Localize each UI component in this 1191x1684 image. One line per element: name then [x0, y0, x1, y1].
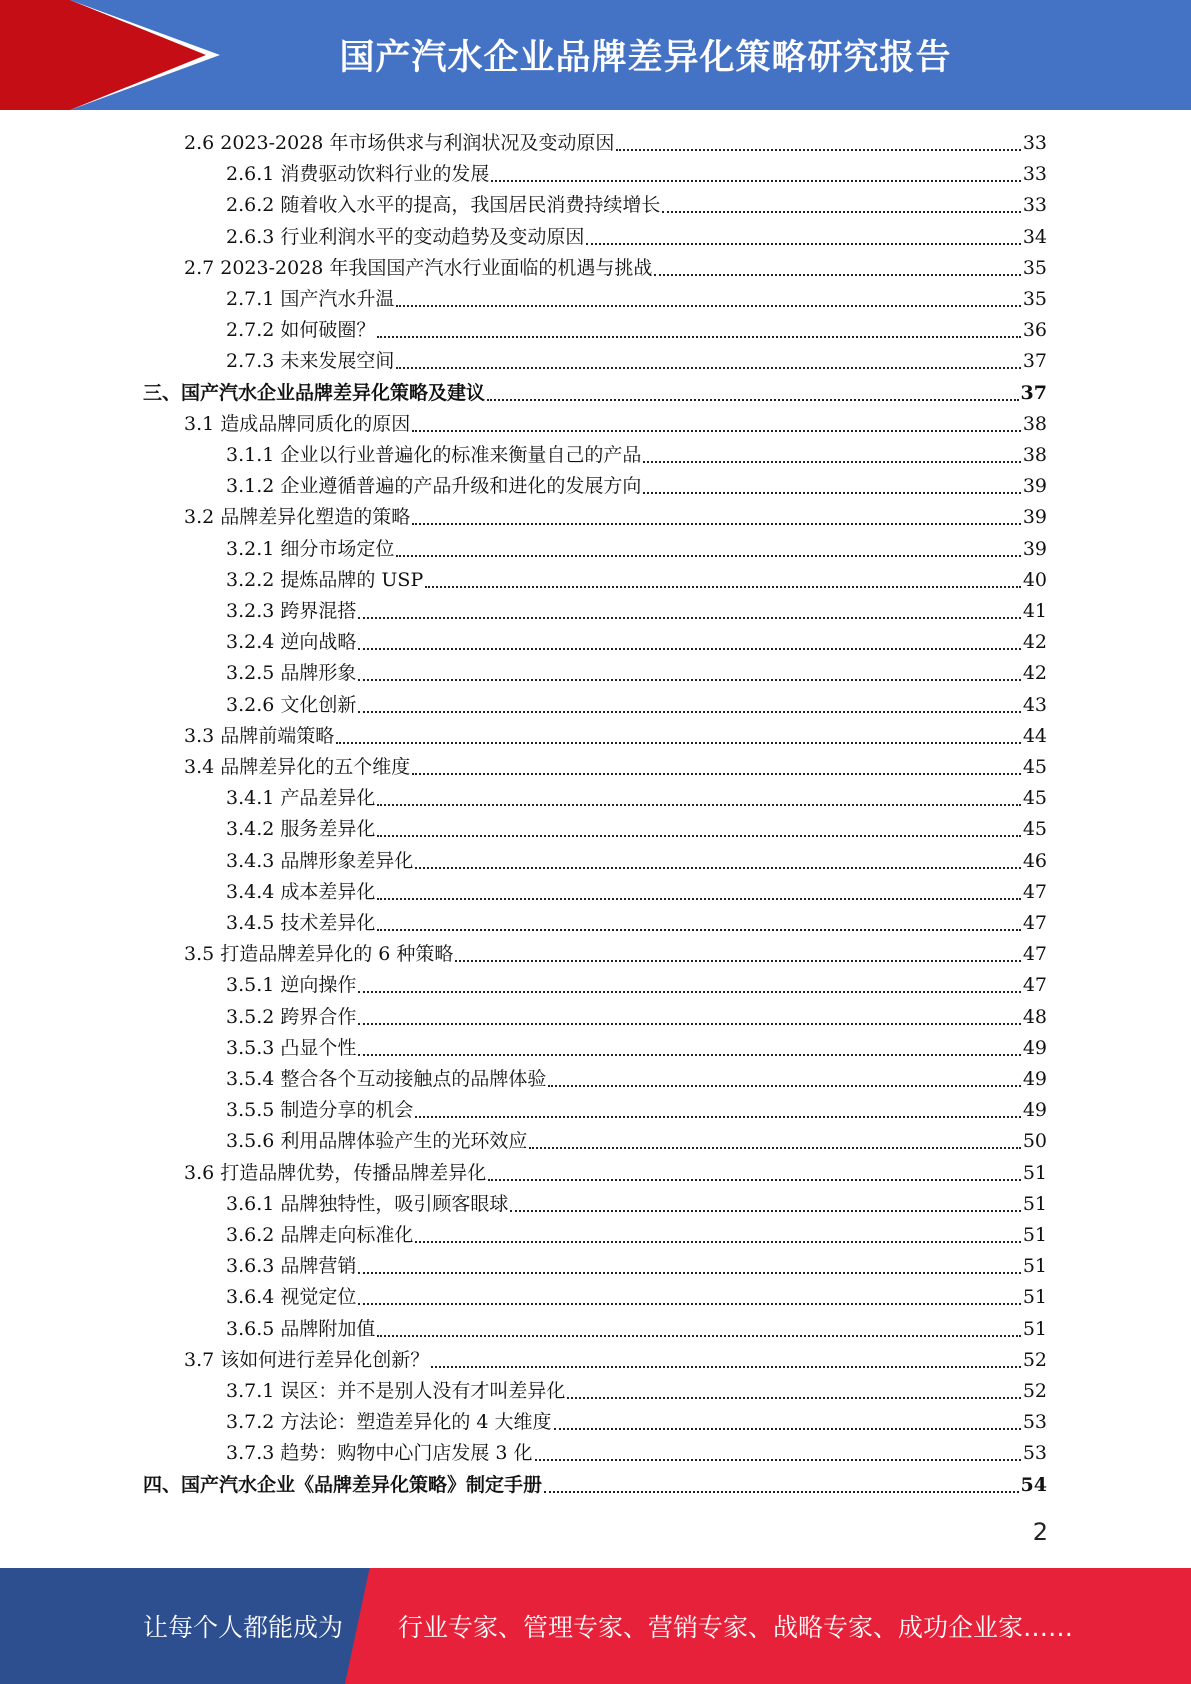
toc-entry-label: 3.7.1 误区：并不是别人没有才叫差异化: [226, 1380, 566, 1402]
toc-dot-leader: [654, 274, 1020, 276]
toc-entry[interactable]: [226, 814, 1047, 845]
toc-entry-label: 3.2.2 提炼品牌的 USP: [226, 568, 424, 591]
toc-entry[interactable]: [226, 534, 1047, 565]
footer-slogan-right: 行业专家、管理专家、营销专家、战略专家、成功企业家……: [398, 1613, 1074, 1642]
toc-entry-page: 51: [1022, 1317, 1047, 1340]
page-header: [0, 0, 1191, 110]
toc-entry-label: 2.6.2 随着收入水平的提高，我国居民消费持续增长: [226, 194, 661, 217]
header-red-block: [0, 0, 70, 110]
toc-entry[interactable]: [226, 846, 1047, 877]
toc-entry-label: 四、国产汽水企业《品牌差异化策略》制定手册: [143, 1473, 543, 1496]
toc-dot-leader: [548, 1085, 1020, 1087]
toc-entry-page: 47: [1022, 880, 1047, 903]
toc-dot-leader: [415, 867, 1020, 869]
toc-entry-page: 44: [1022, 724, 1047, 747]
toc-entry-page: 47: [1022, 943, 1047, 966]
toc-entry[interactable]: [226, 1407, 1047, 1438]
toc-entry-label: 3.6.5 品牌附加值: [226, 1317, 376, 1340]
toc-entry[interactable]: [226, 1095, 1047, 1126]
toc-dot-leader: [358, 1303, 1020, 1305]
toc-entry-label: 3.7.3 趋势：购物中心门店发展 3 化: [226, 1442, 533, 1465]
toc-entry-page: 47: [1022, 974, 1047, 997]
toc-entry-label: 3.2.3 跨界混搭: [226, 600, 357, 622]
toc-entry-page: 45: [1022, 818, 1047, 841]
toc-entry-page: 42: [1022, 662, 1047, 685]
toc-dot-leader: [358, 1272, 1020, 1274]
toc-entry-label: 2.7 2023-2028 年我国国产汽水行业面临的机遇与挑战: [184, 256, 653, 279]
toc-entry-label: 3.5.2 跨界合作: [226, 1005, 357, 1028]
toc-dot-leader: [586, 243, 1020, 245]
toc-entry-label: 3.7 该如何进行差异化创新？: [184, 1348, 430, 1371]
toc-entry-label: 3.4.2 服务差异化: [226, 818, 376, 841]
toc-entry-page: 37: [1022, 350, 1047, 373]
toc-entry-page: 53: [1022, 1411, 1047, 1434]
toc-entry[interactable]: [226, 908, 1047, 939]
toc-entry-label: 3.5.5 制造分享的机会: [226, 1099, 414, 1122]
toc-entry-page: 45: [1022, 787, 1047, 810]
toc-entry-page: 39: [1022, 475, 1047, 498]
toc-entry-label: 3.2 品牌差异化塑造的策略: [184, 506, 411, 529]
toc-entry[interactable]: [184, 253, 1047, 284]
toc-entry[interactable]: [226, 1189, 1047, 1220]
toc-entry[interactable]: [226, 1002, 1047, 1033]
toc-entry-label: 3.5.4 整合各个互动接触点的品牌体验: [226, 1068, 547, 1090]
toc-entry-page: 51: [1022, 1192, 1047, 1215]
toc-entry-label: 3.1.2 企业遵循普遍的产品升级和进化的发展方向: [226, 475, 642, 498]
toc-entry[interactable]: [226, 877, 1047, 908]
toc-entry[interactable]: [226, 690, 1047, 721]
toc-entry-label: 3.4.1 产品差异化: [226, 787, 376, 810]
toc-dot-leader: [488, 1179, 1021, 1181]
toc-entry[interactable]: [226, 1438, 1047, 1469]
toc-entry[interactable]: [143, 378, 1047, 409]
toc-dot-leader: [358, 617, 1020, 619]
toc-entry-label: 3.4 品牌差异化的五个维度: [184, 756, 411, 778]
toc-entry[interactable]: [184, 721, 1047, 752]
toc-dot-leader: [377, 1335, 1020, 1337]
toc-entry-label: 2.7.3 未来发展空间: [226, 350, 395, 373]
toc-entry[interactable]: [226, 315, 1047, 346]
toc-entry-label: 3.2.6 文化创新: [226, 693, 357, 716]
toc-dot-leader: [425, 586, 1021, 588]
toc-entry[interactable]: [226, 565, 1047, 596]
toc-entry[interactable]: [226, 284, 1047, 315]
toc-entry-label: 3.5.3 凸显个性: [226, 1036, 357, 1059]
toc-entry-page: 54: [1020, 1473, 1047, 1496]
toc-entry-page: 48: [1022, 1005, 1047, 1028]
toc-dot-leader: [491, 180, 1020, 182]
toc-dot-leader: [377, 929, 1020, 931]
toc-entry-label: 3.6.2 品牌走向标准化: [226, 1224, 414, 1246]
toc-entry[interactable]: [184, 502, 1047, 533]
toc-entry[interactable]: [184, 1345, 1047, 1376]
toc-entry-label: 3.5.1 逆向操作: [226, 974, 357, 997]
toc-dot-leader: [554, 1428, 1021, 1430]
toc-dot-leader: [396, 305, 1020, 307]
toc-entry[interactable]: [226, 1376, 1047, 1407]
document-title: 国产汽水企业品牌差异化策略研究报告: [339, 38, 952, 78]
toc-dot-leader: [535, 1459, 1021, 1461]
toc-entry-page: 51: [1022, 1224, 1047, 1246]
toc-entry-page: 38: [1022, 412, 1047, 435]
toc-entry-label: 3.4.3 品牌形象差异化: [226, 849, 414, 872]
toc-entry-page: 33: [1022, 132, 1047, 154]
toc-dot-leader: [358, 1023, 1020, 1025]
toc-entry[interactable]: [226, 1033, 1047, 1064]
toc-entry-page: 42: [1022, 631, 1047, 654]
toc-dot-leader: [529, 1147, 1020, 1149]
toc-entry[interactable]: [226, 1314, 1047, 1345]
toc-entry[interactable]: [226, 1126, 1047, 1157]
toc-entry[interactable]: [226, 970, 1047, 1001]
toc-entry[interactable]: [226, 471, 1047, 502]
toc-dot-leader: [336, 742, 1021, 744]
toc-entry-page: 52: [1022, 1380, 1047, 1402]
toc-entry-page: 53: [1022, 1442, 1047, 1465]
toc-entry-label: 3.7.2 方法论：塑造差异化的 4 大维度: [226, 1411, 552, 1434]
toc-entry-page: 43: [1022, 693, 1047, 716]
toc-entry-label: 3.1 造成品牌同质化的原因: [184, 412, 411, 435]
toc-entry-label: 2.6.1 消费驱动饮料行业的发展: [226, 163, 490, 186]
toc-entry[interactable]: [226, 1220, 1047, 1251]
toc-dot-leader: [616, 149, 1020, 151]
toc-dot-leader: [412, 523, 1021, 525]
toc-entry-label: 3.1.1 企业以行业普遍化的标准来衡量自己的产品: [226, 444, 642, 466]
toc-entry[interactable]: [226, 1064, 1047, 1095]
toc-dot-leader: [377, 898, 1020, 900]
toc-entry-label: 3.6.1 品牌独特性，吸引顾客眼球: [226, 1192, 509, 1215]
toc-entry-label: 3.6.4 视觉定位: [226, 1286, 357, 1309]
toc-entry[interactable]: [184, 1158, 1047, 1189]
page-footer: [0, 1568, 1191, 1684]
toc-entry[interactable]: [226, 159, 1047, 190]
toc-entry-label: 3.2.4 逆向战略: [226, 631, 357, 654]
toc-entry[interactable]: [184, 939, 1047, 970]
toc-dot-leader: [358, 1054, 1020, 1056]
toc-entry-label: 三、国产汽水企业品牌差异化策略及建议: [143, 381, 486, 404]
toc-entry-page: 33: [1022, 163, 1047, 186]
toc-entry-page: 51: [1022, 1161, 1047, 1184]
toc-entry-page: 52: [1022, 1348, 1047, 1371]
toc-entry-page: 35: [1022, 288, 1047, 310]
toc-dot-leader: [431, 1366, 1021, 1368]
toc-entry-label: 3.4.4 成本差异化: [226, 880, 376, 903]
toc-entry-label: 3.5.6 利用品牌体验产生的光环效应: [226, 1130, 528, 1153]
toc-entry-label: 3.2.5 品牌形象: [226, 662, 357, 685]
toc-entry[interactable]: [143, 1470, 1047, 1501]
toc-dot-leader: [662, 211, 1020, 213]
toc-entry-label: 3.3 品牌前端策略: [184, 724, 335, 747]
toc-entry-page: 36: [1022, 319, 1047, 342]
toc-entry-page: 45: [1022, 756, 1047, 778]
toc-dot-leader: [412, 430, 1021, 432]
toc-dot-leader: [358, 679, 1020, 681]
toc-dot-leader: [358, 711, 1020, 713]
toc-dot-leader: [377, 835, 1020, 837]
toc-dot-leader: [412, 773, 1021, 775]
toc-entry-label: 2.7.2 如何破圈？: [226, 319, 376, 342]
toc-entry-page: 51: [1022, 1286, 1047, 1309]
toc-entry-page: 49: [1022, 1036, 1047, 1059]
page-number: 2: [1032, 1518, 1048, 1546]
toc-entry-page: 33: [1022, 194, 1047, 217]
toc-entry[interactable]: [226, 440, 1047, 471]
toc-entry[interactable]: [226, 596, 1047, 627]
toc-dot-leader: [377, 804, 1020, 806]
toc-entry[interactable]: [226, 1251, 1047, 1282]
toc-entry[interactable]: [184, 752, 1047, 783]
toc-entry-page: 50: [1022, 1130, 1047, 1153]
toc-entry-label: 3.4.5 技术差异化: [226, 912, 376, 934]
toc-entry-label: 3.6 打造品牌优势，传播品牌差异化: [184, 1161, 487, 1184]
toc-entry-label: 2.6 2023-2028 年市场供求与利润状况及变动原因: [184, 132, 615, 154]
toc-dot-leader: [415, 1241, 1020, 1243]
toc-entry-page: 37: [1020, 381, 1047, 404]
toc-entry[interactable]: [226, 1282, 1047, 1313]
toc-dot-leader: [567, 1397, 1020, 1399]
toc-entry-label: 3.6.3 品牌营销: [226, 1255, 357, 1278]
toc-entry-label: 2.7.1 国产汽水升温: [226, 288, 395, 310]
toc-dot-leader: [396, 555, 1020, 557]
toc-entry-page: 41: [1022, 600, 1047, 622]
toc-entry[interactable]: [184, 409, 1047, 440]
toc-entry[interactable]: [226, 658, 1047, 689]
toc-dot-leader: [358, 991, 1020, 993]
toc-dot-leader: [415, 1116, 1020, 1118]
toc-entry-page: 39: [1022, 537, 1047, 560]
toc-dot-leader: [544, 1491, 1019, 1493]
toc-entry[interactable]: [226, 222, 1047, 253]
toc-entry-page: 35: [1022, 256, 1047, 279]
toc-dot-leader: [487, 399, 1019, 401]
toc-dot-leader: [377, 336, 1020, 338]
toc-entry-page: 49: [1022, 1099, 1047, 1122]
toc-dot-leader: [455, 960, 1020, 962]
toc-entry-page: 40: [1022, 568, 1047, 591]
toc-entry-page: 51: [1022, 1255, 1047, 1278]
toc-entry-page: 38: [1022, 444, 1047, 466]
toc-entry-label: 3.5 打造品牌差异化的 6 种策略: [184, 943, 454, 966]
toc-entry[interactable]: [184, 128, 1047, 159]
toc-entry-page: 49: [1022, 1068, 1047, 1090]
toc-dot-leader: [510, 1210, 1020, 1212]
toc-entry-page: 46: [1022, 849, 1047, 872]
footer-slogan-left: 让每个人都能成为: [143, 1613, 344, 1642]
toc-entry-page: 39: [1022, 506, 1047, 529]
toc-dot-leader: [396, 367, 1020, 369]
toc-entry-label: 3.2.1 细分市场定位: [226, 537, 395, 560]
toc-entry[interactable]: [226, 783, 1047, 814]
toc-dot-leader: [643, 492, 1020, 494]
toc-dot-leader: [358, 648, 1020, 650]
toc-entry-page: 47: [1022, 912, 1047, 934]
toc-entry-label: 2.6.3 行业利润水平的变动趋势及变动原因: [226, 225, 585, 248]
toc-dot-leader: [643, 461, 1020, 463]
toc-entry[interactable]: [226, 627, 1047, 658]
toc-entry-page: 34: [1022, 225, 1047, 248]
toc-entry[interactable]: [226, 346, 1047, 377]
toc-entry[interactable]: [226, 190, 1047, 221]
